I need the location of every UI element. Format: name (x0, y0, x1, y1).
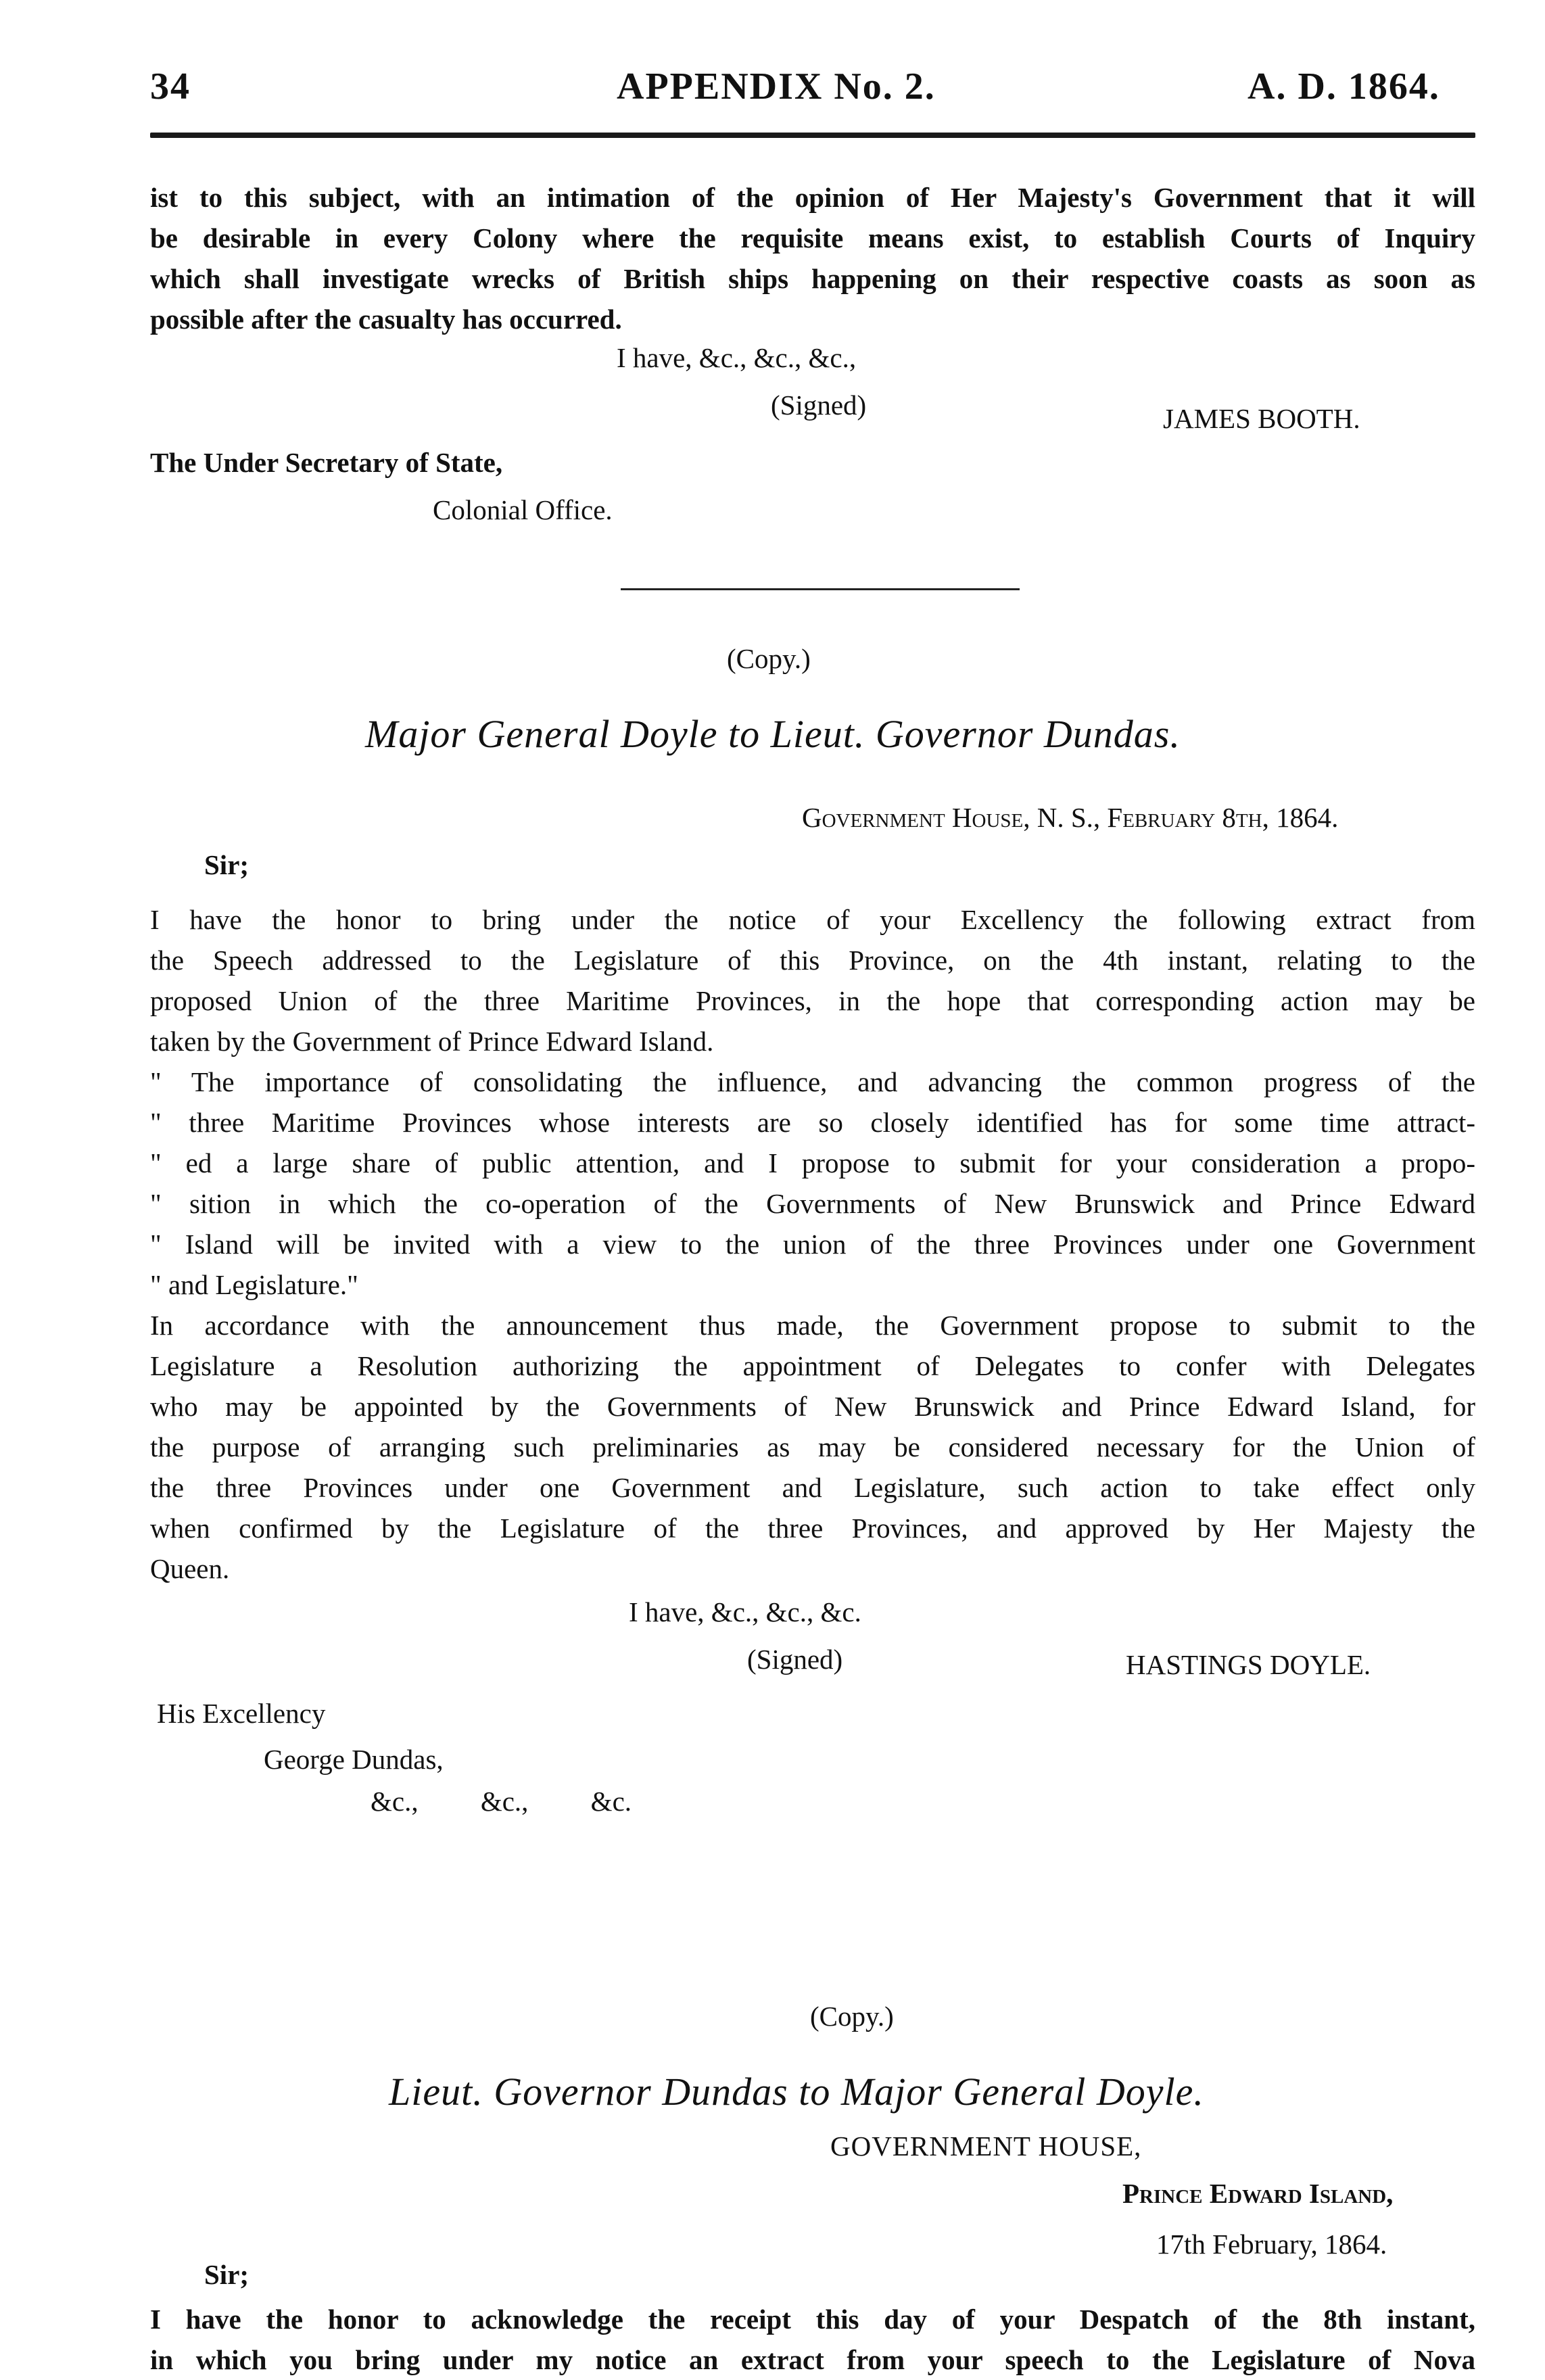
letter2-paragraph-2 (150, 1305, 1475, 1589)
quote-line: " ed a large share of public attention, and I propose to submit for your consideration a propo- (150, 1147, 1475, 1179)
letter1-line: which shall investigate wrecks of British ships happening on their respective coasts as soon as (150, 263, 1475, 294)
letter3-place: GOVERNMENT HOUSE, (830, 2131, 1142, 2162)
letter2-title: Major General Doyle to Lieut. Governor Dundas. (365, 712, 1181, 756)
quote-line: " Island will be invited with a view to the union of the three Provinces under one Government (150, 1229, 1475, 1260)
letter1-addressee: Colonial Office. (433, 494, 613, 525)
letter2-signature: HASTINGS DOYLE. (1126, 1649, 1371, 1680)
quote-line: " three Maritime Provinces whose interests are so closely identified has for some time attract- (150, 1107, 1475, 1138)
letter3-title: Lieut. Governor Dundas to Major General Doyle. (389, 2070, 1204, 2114)
letter2-line: proposed Union of the three Maritime Provinces, in the hope that corresponding action may be (150, 985, 1475, 1016)
letter3-body (150, 2299, 1475, 2380)
letter3-salutation: Sir; (204, 2259, 249, 2290)
letter3-line: in which you bring under my notice an extract from your speech to the Legislature of Nova (150, 2344, 1475, 2375)
letter2-salutation: Sir; (204, 849, 249, 880)
letter2-line: the Speech addressed to the Legislature of this Province, on the 4th instant, relating to the (150, 945, 1475, 976)
running-year: A. D. 1864. (1247, 66, 1440, 108)
letter1-line: be desirable in every Colony where the requisite means exist, to establish Courts of Inquiry (150, 222, 1475, 254)
letter1-signed: (Signed) (771, 389, 867, 421)
quote-line: " The importance of consolidating the influence, and advancing the common progress of the (150, 1066, 1475, 1097)
section-divider (621, 588, 1020, 590)
letter2-line: who may be appointed by the Governments of New Brunswick and Prince Edward Island, for (150, 1391, 1475, 1422)
letter3-date: 17th February, 1864. (1156, 2229, 1387, 2260)
letter3-copy-label: (Copy.) (810, 2001, 894, 2032)
page-number: 34 (150, 66, 191, 108)
letter3-line: I have the honor to acknowledge the receipt this day of your Despatch of the 8th instant, (150, 2304, 1475, 2335)
letter2-line: In accordance with the announcement thus made, the Government propose to submit to the (150, 1310, 1475, 1341)
letter2-line: Legislature a Resolution authorizing the appointment of Delegates to confer with Delegates (150, 1350, 1475, 1381)
letter2-copy-label: (Copy.) (727, 643, 811, 674)
letter2-addressee: &c., &c., &c. (371, 1786, 632, 1817)
letter2-paragraph-1 (150, 899, 1475, 1062)
letter2-line: when confirmed by the Legislature of the three Provinces, and approved by Her Majesty the (150, 1513, 1475, 1544)
letter2-line: I have the honor to bring under the notice of your Excellency the following extract from (150, 904, 1475, 935)
letter2-dateline: Government House, N. S., February 8th, 1864. (802, 802, 1339, 833)
letter1-body (150, 177, 1475, 339)
letter1-closing: I have, &c., &c., &c., (617, 342, 857, 373)
letter1-addressee: The Under Secretary of State, (150, 447, 503, 478)
letter3-place: Prince Edward Island, (1122, 2178, 1394, 2209)
header-rule (150, 133, 1475, 138)
running-title: APPENDIX No. 2. (617, 66, 936, 108)
quote-line: " sition in which the co-operation of the Governments of New Brunswick and Prince Edward (150, 1188, 1475, 1219)
letter2-addressee: George Dundas, (264, 1744, 444, 1775)
letter2-quote (150, 1062, 1475, 1305)
quote-line: " and Legislature." (150, 1269, 358, 1300)
letter2-signed: (Signed) (747, 1644, 843, 1675)
letter2-line: the purpose of arranging such preliminaries as may be considered necessary for the Union of (150, 1431, 1475, 1462)
letter2-line: Queen. (150, 1553, 230, 1584)
letter2-closing: I have, &c., &c., &c. (629, 1596, 861, 1627)
letter1-line: possible after the casualty has occurred. (150, 304, 622, 335)
letter2-line: the three Provinces under one Government and Legislature, such action to take effect only (150, 1472, 1475, 1503)
letter2-line: taken by the Government of Prince Edward Island. (150, 1026, 714, 1057)
letter2-addressee: His Excellency (157, 1698, 326, 1729)
letter1-line: ist to this subject, with an intimation of the opinion of Her Majesty's Government that it will (150, 182, 1475, 213)
letter1-signature: JAMES BOOTH. (1163, 403, 1360, 434)
